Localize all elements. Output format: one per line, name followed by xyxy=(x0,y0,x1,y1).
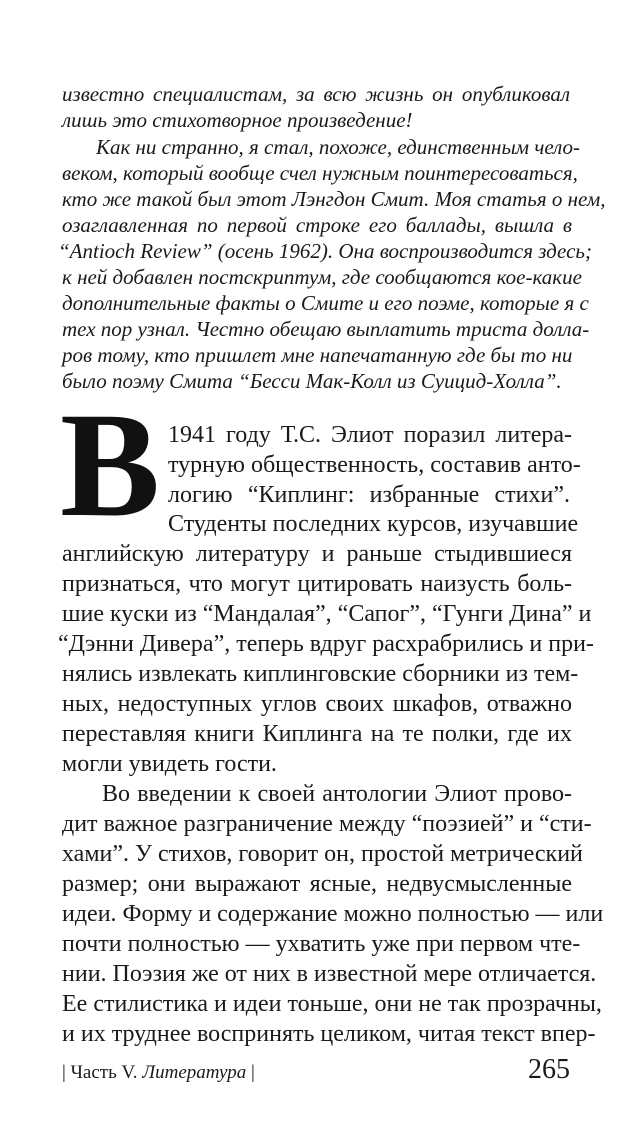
intro-line: кто же такой был этот Лэнгдон Смит. Моя статья о нем, xyxy=(62,187,606,211)
intro-line: веком, который вообще счел нужным поинтересоваться, xyxy=(62,161,578,185)
body-line: логию “Киплинг: избранные стихи”. xyxy=(168,482,570,508)
body-line: 1941 году Т.С. Элиот поразил литера- xyxy=(168,422,572,448)
intro-line: к ней добавлен постскриптум, где сообщаются кое-какие xyxy=(62,265,582,289)
page-number: 265 xyxy=(528,1054,570,1085)
intro-line: “Antioch Review” (осень 1962). Она воспроизводится здесь; xyxy=(58,239,592,263)
body-line: ных, недоступных углов своих шкафов, отважно xyxy=(62,691,572,717)
body-line: могли увидеть гости. xyxy=(62,751,277,777)
body-line: почти полностью — ухватить уже при первом чте- xyxy=(62,931,581,957)
intro-line: известно специалистам, за всю жизнь он опубликовал xyxy=(62,82,570,106)
intro-line: озаглавленная по первой строке его баллады, вышла в xyxy=(62,213,572,237)
body-line: идеи. Форму и содержание можно полностью — или xyxy=(62,901,604,927)
drop-cap: В xyxy=(60,382,161,548)
intro-line: дополнительные факты о Смите и его поэме, которые я с xyxy=(62,291,589,315)
intro-line: Как ни странно, я стал, похоже, единственным чело- xyxy=(96,135,581,159)
body-line: переставляя книги Киплинга на те полки, где их xyxy=(62,721,572,747)
body-line: и их труднее воспринять целиком, читая текст впер- xyxy=(62,1021,596,1047)
footer-part: Часть V. xyxy=(70,1062,138,1083)
intro-line: ров тому, кто пришлет мне напечатанную где бы то ни xyxy=(62,343,573,367)
intro-line: лишь это стихотворное произведение! xyxy=(62,108,413,132)
body-line: нии. Поэзия же от них в известной мере отличается. xyxy=(62,961,597,987)
body-line: дит важное разграничение между “поэзией” и “сти- xyxy=(62,811,592,837)
footer-section: Литература xyxy=(142,1062,247,1083)
body-line: нялись извлекать киплинговские сборники из тем- xyxy=(62,661,579,687)
footer-bar-left: | xyxy=(62,1062,66,1083)
body-line: турную общественность, составив анто- xyxy=(168,452,581,478)
body-line: Во введении к своей антологии Элиот прово- xyxy=(102,781,572,807)
body-line: Студенты последних курсов, изучавшие xyxy=(168,511,579,537)
intro-line: тех пор узнал. Честно обещаю выплатить триста долла- xyxy=(62,317,590,341)
footer-bar-right: | xyxy=(250,1062,255,1083)
body-line: признаться, что могут цитировать наизусть боль- xyxy=(62,571,572,597)
intro-line: было поэму Смита “Бесси Мак-Колл из Суицид-Холла”. xyxy=(62,369,562,393)
body-line: хами”. У стихов, говорит он, простой метрический xyxy=(62,841,583,867)
body-line: шие куски из “Мандалая”, “Сапог”, “Гунги Дина” и xyxy=(62,601,592,627)
body-line: Ее стилистика и идеи тоньше, они не так прозрачны, xyxy=(62,991,602,1017)
running-footer xyxy=(62,1062,255,1084)
body-line: “Дэнни Дивера”, теперь вдруг расхрабрились и при- xyxy=(58,631,594,657)
body-line: размер; они выражают ясные, недвусмысленные xyxy=(62,871,572,897)
body-line: английскую литературу и раньше стыдившиеся xyxy=(62,541,572,567)
